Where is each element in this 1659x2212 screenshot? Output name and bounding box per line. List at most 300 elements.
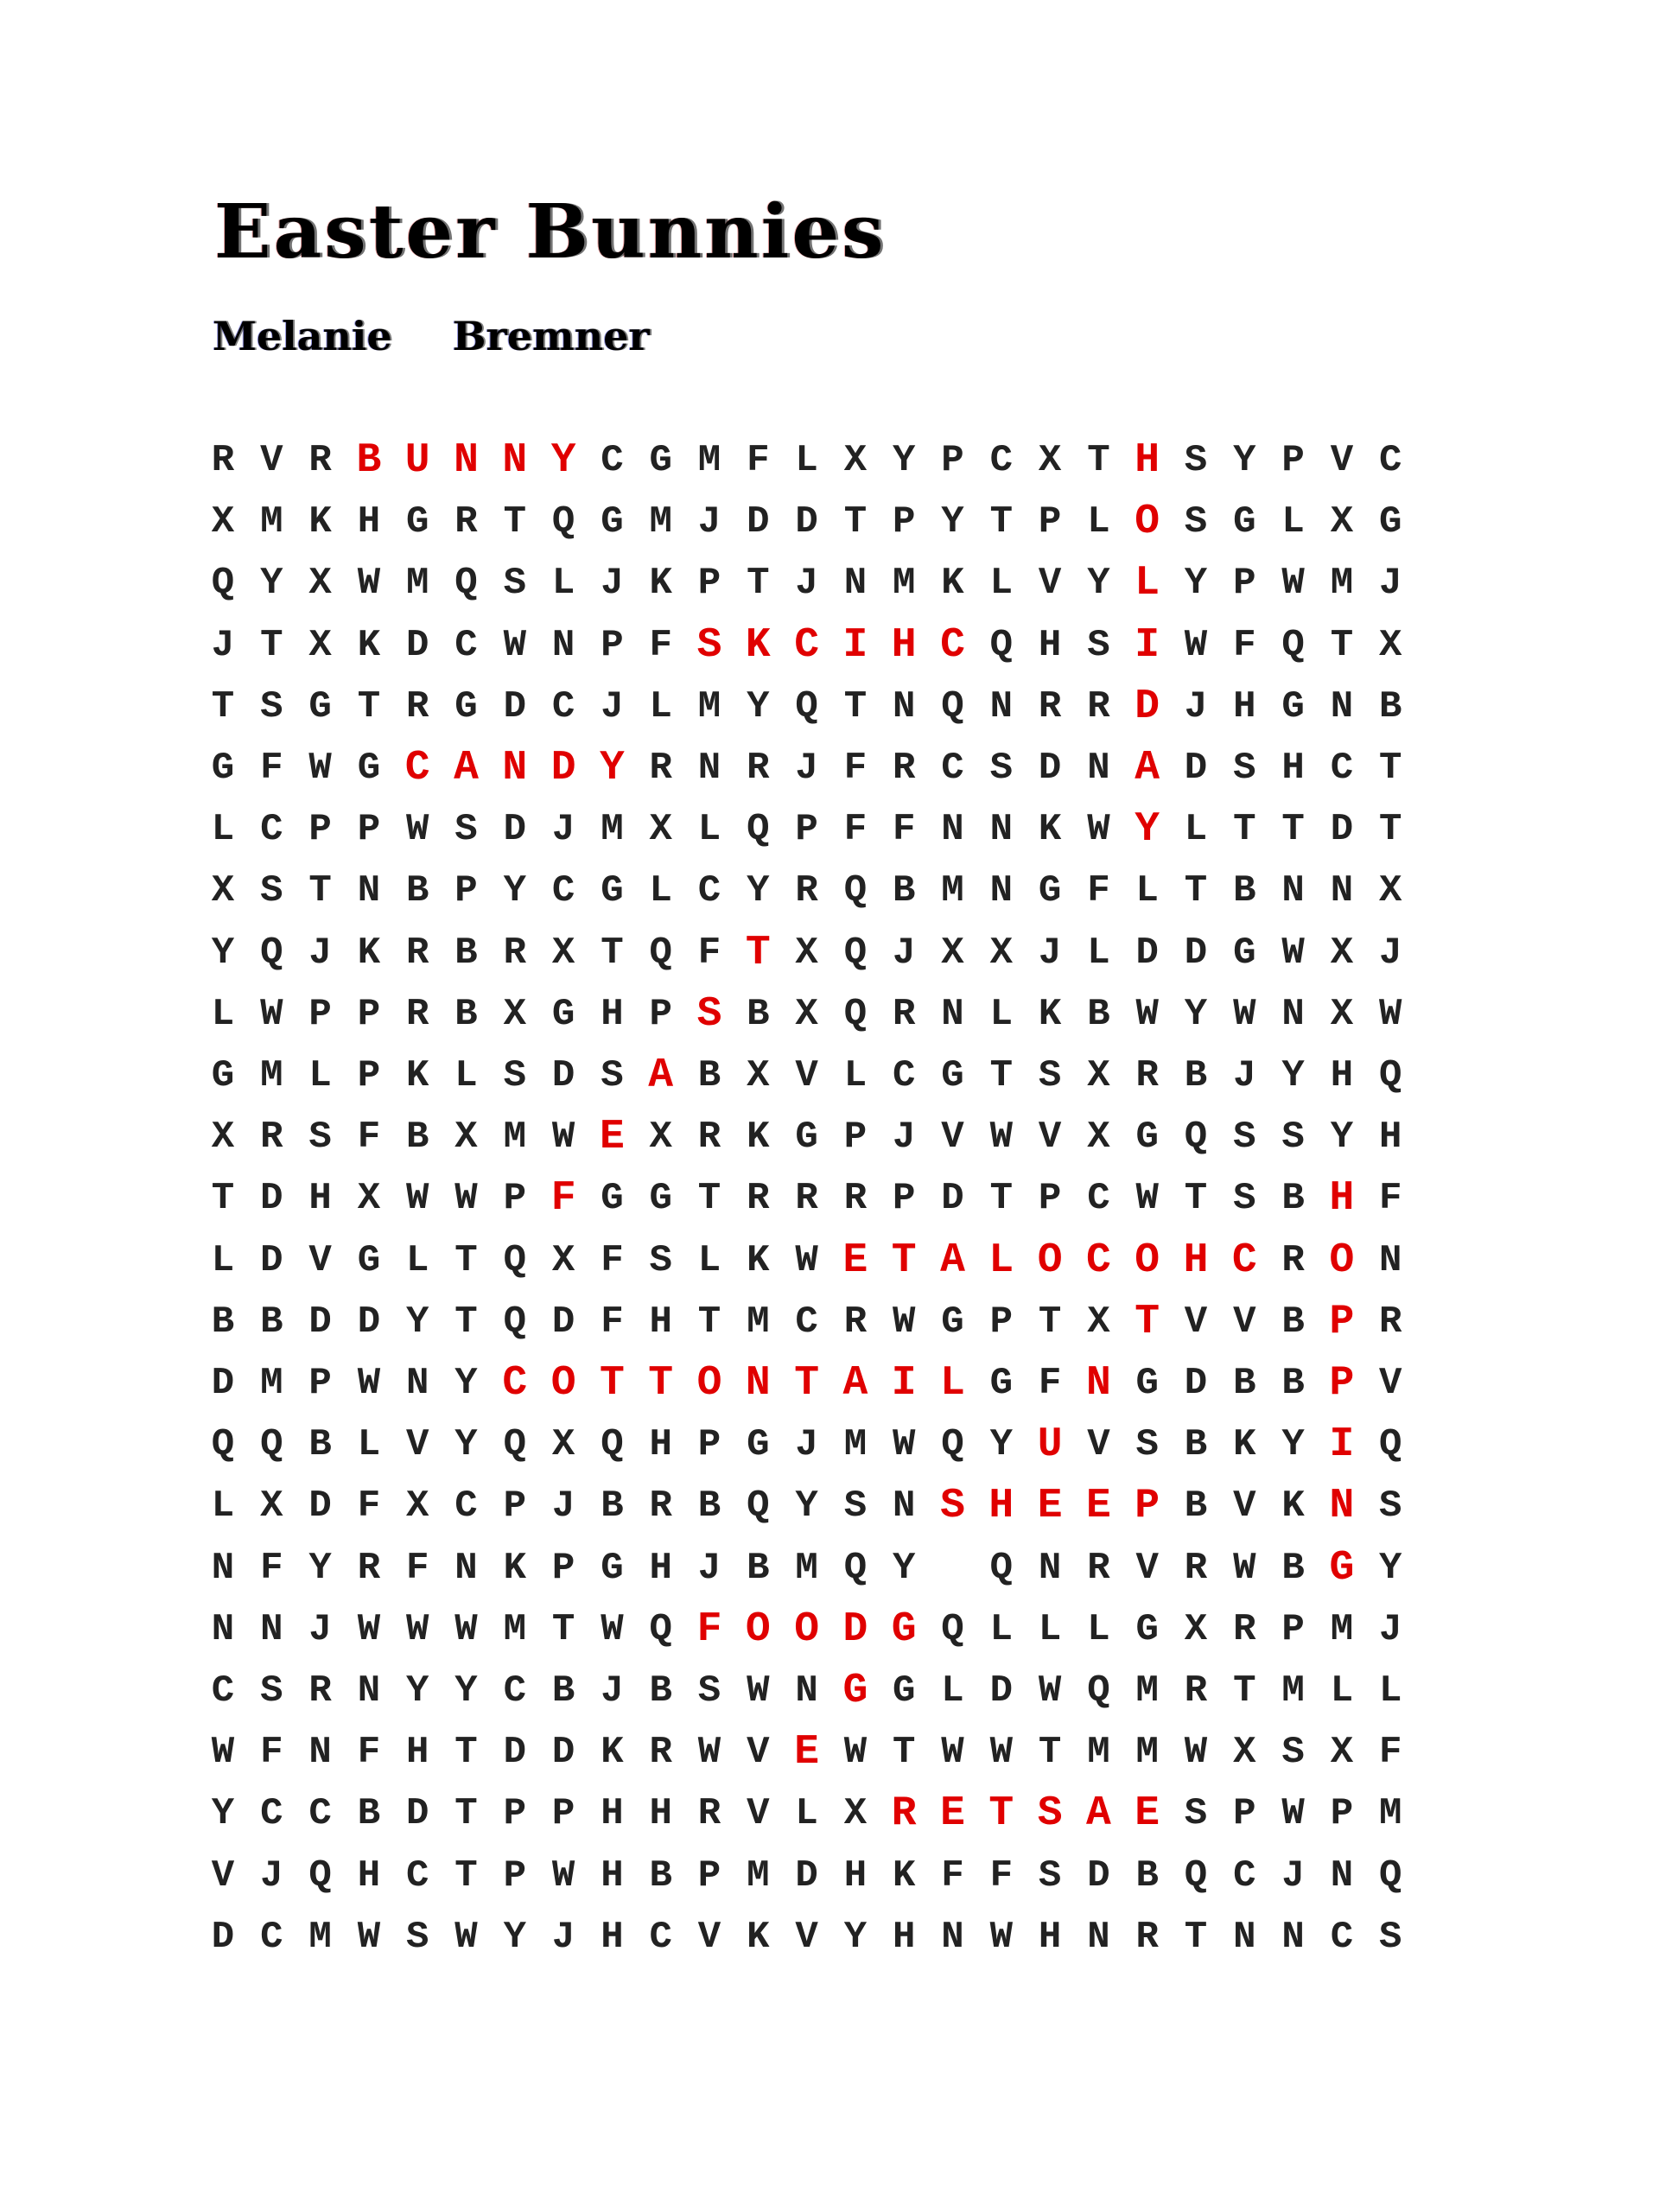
grid-letter[interactable]: Y	[211, 931, 235, 975]
grid-letter[interactable]: X	[649, 808, 672, 852]
grid-letter[interactable]: G	[357, 1238, 381, 1282]
grid-letter[interactable]: Q	[649, 931, 672, 975]
grid-letter[interactable]: N	[1087, 747, 1110, 790]
grid-letter[interactable]: P	[454, 869, 478, 913]
grid-letter[interactable]: L	[1135, 869, 1159, 913]
grid-letter[interactable]: Y	[1330, 1116, 1354, 1160]
grid-letter[interactable]: R	[454, 500, 478, 544]
grid-letter[interactable]: V	[795, 1054, 818, 1097]
grid-letter[interactable]: T	[454, 1853, 478, 1897]
grid-letter[interactable]: D	[551, 1731, 575, 1775]
grid-letter[interactable]: H	[308, 1177, 332, 1221]
grid-letter[interactable]: V	[1184, 1300, 1208, 1344]
grid-letter[interactable]: L	[211, 1484, 235, 1529]
grid-letter[interactable]: T	[892, 1731, 916, 1775]
grid-letter[interactable]: N	[357, 869, 381, 913]
grid-letter[interactable]: H	[601, 992, 624, 1036]
grid-letter[interactable]: R	[405, 684, 429, 728]
grid-letter[interactable]: Y	[1184, 562, 1208, 606]
grid-letter[interactable]: H	[843, 1853, 868, 1897]
grid-letter[interactable]: D	[747, 500, 770, 544]
grid-letter[interactable]: C	[1231, 1236, 1257, 1284]
grid-letter[interactable]: B	[405, 1116, 429, 1160]
grid-letter[interactable]: A	[648, 1052, 674, 1099]
grid-letter[interactable]: C	[1378, 439, 1402, 482]
grid-letter[interactable]: Y	[747, 869, 770, 913]
grid-letter[interactable]: C	[940, 621, 965, 669]
grid-letter[interactable]: W	[1135, 1177, 1159, 1221]
grid-letter[interactable]: N	[795, 1669, 818, 1713]
grid-letter[interactable]: X	[1087, 1054, 1110, 1097]
grid-letter[interactable]: D	[503, 684, 526, 728]
grid-letter[interactable]: N	[1330, 869, 1354, 913]
grid-letter[interactable]: R	[747, 1177, 770, 1221]
grid-letter[interactable]: M	[1087, 1731, 1110, 1775]
grid-letter[interactable]: Q	[211, 562, 235, 606]
grid-letter[interactable]: L	[649, 869, 672, 913]
grid-letter[interactable]: G	[989, 1362, 1013, 1405]
grid-letter[interactable]: R	[649, 747, 672, 790]
grid-letter[interactable]: W	[1281, 931, 1305, 975]
grid-letter[interactable]: N	[892, 1484, 916, 1529]
grid-letter[interactable]: D	[1184, 1362, 1208, 1405]
grid-letter[interactable]: R	[308, 1669, 332, 1713]
grid-letter[interactable]: G	[842, 1668, 868, 1714]
grid-letter[interactable]: T	[1184, 1915, 1208, 1959]
grid-letter[interactable]: P	[1281, 1607, 1305, 1651]
grid-letter[interactable]: K	[747, 1116, 770, 1160]
grid-letter[interactable]: F	[357, 1116, 381, 1160]
grid-letter[interactable]: W	[941, 1731, 964, 1775]
grid-letter[interactable]: X	[357, 1177, 381, 1221]
grid-letter[interactable]: D	[308, 1484, 332, 1529]
grid-letter[interactable]: M	[747, 1300, 770, 1344]
grid-letter[interactable]: M	[1135, 1669, 1159, 1713]
grid-letter[interactable]: E	[1085, 1483, 1111, 1530]
grid-letter[interactable]: Y	[843, 1915, 868, 1959]
grid-letter[interactable]: T	[891, 1236, 917, 1284]
grid-letter[interactable]: Q	[941, 1607, 964, 1651]
grid-letter[interactable]: L	[1087, 500, 1110, 544]
grid-letter[interactable]: X	[649, 1116, 672, 1160]
grid-letter[interactable]: J	[795, 1423, 818, 1467]
grid-letter[interactable]: H	[1281, 747, 1305, 790]
grid-letter[interactable]: C	[1085, 1236, 1111, 1284]
grid-letter[interactable]: B	[551, 1669, 575, 1713]
grid-letter[interactable]: W	[260, 992, 283, 1036]
grid-letter[interactable]: J	[795, 747, 818, 790]
grid-letter[interactable]: T	[1378, 808, 1402, 852]
grid-letter[interactable]: B	[454, 931, 478, 975]
grid-letter[interactable]: T	[260, 623, 283, 667]
grid-letter[interactable]: P	[1135, 1483, 1160, 1530]
grid-letter[interactable]: F	[696, 1605, 722, 1653]
grid-letter[interactable]: A	[842, 1360, 868, 1407]
grid-letter[interactable]: W	[551, 1116, 575, 1160]
grid-letter[interactable]: H	[649, 1546, 672, 1590]
grid-letter[interactable]: Y	[405, 1300, 429, 1344]
grid-letter[interactable]: C	[405, 1853, 429, 1897]
grid-letter[interactable]: T	[599, 1360, 625, 1407]
grid-letter[interactable]: Q	[1184, 1853, 1208, 1897]
grid-letter[interactable]: P	[1329, 1360, 1355, 1407]
grid-letter[interactable]: M	[649, 500, 672, 544]
grid-letter[interactable]: B	[1233, 1362, 1256, 1405]
grid-letter[interactable]: H	[1183, 1236, 1209, 1284]
grid-letter[interactable]: T	[1184, 869, 1208, 913]
grid-letter[interactable]: D	[1135, 683, 1160, 730]
grid-letter[interactable]: S	[696, 621, 722, 669]
grid-letter[interactable]: M	[1281, 1669, 1305, 1713]
grid-letter[interactable]: Q	[989, 623, 1013, 667]
grid-letter[interactable]: D	[1087, 1853, 1110, 1897]
grid-letter[interactable]: S	[697, 1669, 721, 1713]
grid-letter[interactable]: N	[1038, 1546, 1062, 1590]
grid-letter[interactable]: L	[989, 1607, 1013, 1651]
grid-letter[interactable]: K	[601, 1731, 624, 1775]
grid-letter[interactable]: C	[941, 747, 964, 790]
grid-letter[interactable]: D	[357, 1300, 381, 1344]
grid-letter[interactable]: B	[697, 1484, 721, 1529]
grid-letter[interactable]: L	[1330, 1669, 1354, 1713]
grid-letter[interactable]: F	[260, 1546, 283, 1590]
grid-letter[interactable]: V	[260, 439, 283, 482]
grid-letter[interactable]: N	[502, 437, 528, 484]
grid-letter[interactable]: V	[1135, 1546, 1159, 1590]
grid-letter[interactable]: N	[1330, 1853, 1354, 1897]
grid-letter[interactable]: R	[1087, 1546, 1110, 1590]
grid-letter[interactable]: G	[1233, 931, 1256, 975]
grid-letter[interactable]: N	[308, 1731, 332, 1775]
grid-letter[interactable]: Q	[601, 1423, 624, 1467]
grid-letter[interactable]: P	[697, 1423, 721, 1467]
grid-letter[interactable]: J	[551, 808, 575, 852]
grid-letter[interactable]: V	[1233, 1300, 1256, 1344]
grid-letter[interactable]: B	[356, 437, 382, 484]
grid-letter[interactable]: J	[1378, 1607, 1402, 1651]
grid-letter[interactable]: T	[454, 1731, 478, 1775]
grid-letter[interactable]: M	[260, 1054, 283, 1097]
grid-letter[interactable]: C	[601, 439, 624, 482]
grid-letter[interactable]: M	[1378, 1792, 1402, 1836]
grid-letter[interactable]: K	[892, 1853, 916, 1897]
grid-letter[interactable]: X	[1330, 992, 1354, 1036]
grid-letter[interactable]: L	[454, 1054, 478, 1097]
grid-letter[interactable]: X	[551, 1238, 575, 1282]
grid-letter[interactable]: Q	[649, 1607, 672, 1651]
grid-letter[interactable]: C	[697, 869, 721, 913]
grid-letter[interactable]: Q	[1378, 1054, 1402, 1097]
grid-letter[interactable]: A	[454, 745, 479, 791]
grid-letter[interactable]: E	[794, 1729, 819, 1777]
grid-letter[interactable]: C	[503, 1669, 526, 1713]
grid-letter[interactable]: W	[454, 1915, 478, 1959]
grid-letter[interactable]: C	[260, 808, 283, 852]
grid-letter[interactable]: F	[357, 1484, 381, 1529]
grid-letter[interactable]: T	[1135, 1298, 1160, 1345]
grid-letter[interactable]: H	[601, 1915, 624, 1959]
grid-letter[interactable]: F	[1378, 1177, 1402, 1221]
grid-letter[interactable]: L	[697, 1238, 721, 1282]
grid-letter[interactable]: M	[941, 869, 964, 913]
grid-letter[interactable]: A	[1085, 1790, 1111, 1838]
grid-letter[interactable]: J	[1233, 1054, 1256, 1097]
grid-letter[interactable]: J	[697, 500, 721, 544]
grid-letter[interactable]: R	[747, 747, 770, 790]
grid-letter[interactable]: P	[941, 439, 964, 482]
grid-letter[interactable]: B	[357, 1792, 381, 1836]
grid-letter[interactable]: L	[1087, 931, 1110, 975]
grid-letter[interactable]: P	[697, 1853, 721, 1897]
grid-letter[interactable]: G	[308, 684, 332, 728]
grid-letter[interactable]: N	[1281, 992, 1305, 1036]
grid-letter[interactable]: N	[1330, 684, 1354, 728]
grid-letter[interactable]: Y	[260, 562, 283, 606]
grid-letter[interactable]: M	[843, 1423, 868, 1467]
grid-letter[interactable]: J	[601, 1669, 624, 1713]
grid-letter[interactable]: S	[1233, 1177, 1256, 1221]
grid-letter[interactable]: N	[1085, 1360, 1111, 1407]
grid-letter[interactable]: F	[550, 1175, 576, 1223]
grid-letter[interactable]: G	[1135, 1362, 1159, 1405]
grid-letter[interactable]: C	[211, 1669, 235, 1713]
grid-letter[interactable]: Q	[454, 562, 478, 606]
grid-letter[interactable]: J	[1378, 562, 1402, 606]
grid-letter[interactable]: J	[551, 1484, 575, 1529]
grid-letter[interactable]: W	[1135, 992, 1159, 1036]
grid-letter[interactable]: P	[1233, 562, 1256, 606]
grid-letter[interactable]: D	[260, 1177, 283, 1221]
grid-letter[interactable]: P	[308, 992, 332, 1036]
grid-letter[interactable]: S	[1281, 1731, 1305, 1775]
grid-letter[interactable]: C	[454, 1484, 478, 1529]
grid-letter[interactable]: V	[1087, 1423, 1110, 1467]
grid-letter[interactable]: J	[1281, 1853, 1305, 1897]
grid-letter[interactable]: T	[211, 1177, 235, 1221]
grid-letter[interactable]: P	[892, 1177, 916, 1221]
grid-letter[interactable]: D	[405, 1792, 429, 1836]
grid-letter[interactable]: Q	[843, 869, 868, 913]
grid-letter[interactable]: N	[1378, 1238, 1402, 1282]
grid-letter[interactable]: U	[1037, 1421, 1063, 1469]
grid-letter[interactable]: G	[1038, 869, 1062, 913]
grid-letter[interactable]: B	[308, 1423, 332, 1467]
grid-letter[interactable]: M	[892, 562, 916, 606]
grid-letter[interactable]: Y	[1233, 439, 1256, 482]
grid-letter[interactable]: V	[1233, 1484, 1256, 1529]
grid-letter[interactable]: D	[503, 1731, 526, 1775]
grid-letter[interactable]: V	[1378, 1362, 1402, 1405]
grid-letter[interactable]: W	[405, 808, 429, 852]
grid-letter[interactable]: K	[941, 562, 964, 606]
grid-letter[interactable]: W	[1184, 623, 1208, 667]
grid-letter[interactable]: L	[1281, 500, 1305, 544]
grid-letter[interactable]: D	[989, 1669, 1013, 1713]
grid-letter[interactable]: J	[308, 1607, 332, 1651]
grid-letter[interactable]: P	[892, 500, 916, 544]
grid-letter[interactable]: E	[940, 1790, 965, 1838]
grid-letter[interactable]: O	[1135, 499, 1160, 546]
grid-letter[interactable]: S	[260, 1669, 283, 1713]
grid-letter[interactable]: W	[454, 1177, 478, 1221]
grid-letter[interactable]: V	[1038, 1116, 1062, 1160]
grid-letter[interactable]: F	[1087, 869, 1110, 913]
grid-letter[interactable]: O	[696, 1360, 722, 1407]
grid-letter[interactable]: W	[357, 562, 381, 606]
grid-letter[interactable]: T	[454, 1238, 478, 1282]
grid-letter[interactable]: F	[1233, 623, 1256, 667]
grid-letter[interactable]: S	[308, 1116, 332, 1160]
grid-letter[interactable]: N	[697, 747, 721, 790]
grid-letter[interactable]: B	[405, 869, 429, 913]
grid-letter[interactable]: S	[1087, 623, 1110, 667]
grid-letter[interactable]: B	[1281, 1177, 1305, 1221]
grid-letter[interactable]: J	[551, 1915, 575, 1959]
grid-letter[interactable]: R	[260, 1116, 283, 1160]
grid-letter[interactable]: T	[648, 1360, 674, 1407]
grid-letter[interactable]: Q	[747, 1484, 770, 1529]
grid-letter[interactable]: B	[1087, 992, 1110, 1036]
grid-letter[interactable]: D	[211, 1915, 235, 1959]
grid-letter[interactable]: K	[747, 1915, 770, 1959]
grid-letter[interactable]: K	[1233, 1423, 1256, 1467]
grid-letter[interactable]: W	[795, 1238, 818, 1282]
grid-letter[interactable]: A	[1135, 745, 1160, 791]
grid-letter[interactable]: C	[260, 1792, 283, 1836]
grid-letter[interactable]: H	[601, 1853, 624, 1897]
grid-letter[interactable]: D	[1135, 931, 1159, 975]
grid-letter[interactable]: X	[454, 1116, 478, 1160]
grid-letter[interactable]: Y	[892, 439, 916, 482]
grid-letter[interactable]: C	[551, 684, 575, 728]
grid-letter[interactable]: X	[551, 1423, 575, 1467]
grid-letter[interactable]: X	[747, 1054, 770, 1097]
grid-letter[interactable]: Q	[211, 1423, 235, 1467]
grid-letter[interactable]: B	[1281, 1300, 1305, 1344]
grid-letter[interactable]: N	[357, 1669, 381, 1713]
grid-letter[interactable]: P	[1281, 439, 1305, 482]
grid-letter[interactable]: V	[211, 1853, 235, 1897]
grid-letter[interactable]: M	[1330, 562, 1354, 606]
grid-letter[interactable]: H	[1038, 623, 1062, 667]
grid-letter[interactable]: G	[649, 439, 672, 482]
grid-letter[interactable]: Y	[308, 1546, 332, 1590]
grid-letter[interactable]: P	[308, 1362, 332, 1405]
grid-letter[interactable]: I	[891, 1360, 917, 1407]
grid-letter[interactable]: B	[1135, 1853, 1159, 1897]
grid-letter[interactable]: O	[794, 1605, 819, 1653]
grid-letter[interactable]: N	[1281, 869, 1305, 913]
grid-letter[interactable]: D	[211, 1362, 235, 1405]
grid-letter[interactable]: R	[1184, 1669, 1208, 1713]
grid-letter[interactable]: Q	[260, 1423, 283, 1467]
grid-letter[interactable]: T	[551, 1607, 575, 1651]
grid-letter[interactable]: J	[697, 1546, 721, 1590]
grid-letter[interactable]: L	[405, 1238, 429, 1282]
grid-letter[interactable]: R	[357, 1546, 381, 1590]
grid-letter[interactable]: G	[891, 1605, 917, 1653]
grid-letter[interactable]: L	[357, 1423, 381, 1467]
grid-letter[interactable]: E	[842, 1236, 868, 1284]
grid-letter[interactable]: J	[260, 1853, 283, 1897]
grid-letter[interactable]: Y	[599, 745, 625, 791]
grid-letter[interactable]: T	[794, 1360, 819, 1407]
grid-letter[interactable]: P	[308, 808, 332, 852]
grid-letter[interactable]: C	[1330, 1915, 1354, 1959]
grid-letter[interactable]: T	[211, 684, 235, 728]
grid-letter[interactable]: H	[357, 500, 381, 544]
grid-letter[interactable]: J	[601, 684, 624, 728]
grid-letter[interactable]: T	[601, 931, 624, 975]
grid-letter[interactable]: C	[649, 1915, 672, 1959]
grid-letter[interactable]: L	[551, 562, 575, 606]
grid-letter[interactable]: L	[211, 808, 235, 852]
grid-letter[interactable]: T	[357, 684, 381, 728]
grid-letter[interactable]: T	[308, 869, 332, 913]
grid-letter[interactable]: Y	[405, 1669, 429, 1713]
grid-letter[interactable]: Q	[989, 1546, 1013, 1590]
grid-letter[interactable]: V	[747, 1731, 770, 1775]
grid-letter[interactable]: H	[891, 621, 917, 669]
grid-letter[interactable]: T	[843, 684, 868, 728]
grid-letter[interactable]: H	[1135, 437, 1160, 484]
grid-letter[interactable]: W	[1378, 992, 1402, 1036]
grid-letter[interactable]: T	[1378, 747, 1402, 790]
grid-letter[interactable]: X	[1378, 869, 1402, 913]
grid-letter[interactable]: M	[747, 1853, 770, 1897]
grid-letter[interactable]: D	[941, 1177, 964, 1221]
grid-letter[interactable]: Q	[747, 808, 770, 852]
grid-letter[interactable]: B	[1184, 1484, 1208, 1529]
grid-letter[interactable]: B	[211, 1300, 235, 1344]
grid-letter[interactable]: G	[405, 500, 429, 544]
grid-letter[interactable]: S	[989, 747, 1013, 790]
grid-letter[interactable]: N	[405, 1362, 429, 1405]
grid-letter[interactable]: S	[1281, 1116, 1305, 1160]
grid-letter[interactable]: J	[1038, 931, 1062, 975]
grid-letter[interactable]: T	[1233, 808, 1256, 852]
grid-letter[interactable]: T	[1038, 1300, 1062, 1344]
grid-letter[interactable]: Q	[260, 931, 283, 975]
grid-letter[interactable]: X	[795, 992, 818, 1036]
grid-letter[interactable]: M	[260, 1362, 283, 1405]
grid-letter[interactable]: Y	[892, 1546, 916, 1590]
grid-letter[interactable]: R	[1281, 1238, 1305, 1282]
grid-letter[interactable]: P	[795, 808, 818, 852]
grid-letter[interactable]: R	[697, 1792, 721, 1836]
grid-letter[interactable]: G	[1329, 1544, 1355, 1592]
grid-letter[interactable]: P	[1038, 1177, 1062, 1221]
grid-letter[interactable]: I	[1329, 1421, 1355, 1469]
grid-letter[interactable]: L	[988, 1236, 1014, 1284]
grid-letter[interactable]: R	[1135, 1054, 1159, 1097]
grid-letter[interactable]: L	[940, 1360, 965, 1407]
grid-letter[interactable]: L	[843, 1054, 868, 1097]
grid-letter[interactable]: X	[1378, 623, 1402, 667]
grid-letter[interactable]: C	[989, 439, 1013, 482]
grid-letter[interactable]: Y	[989, 1423, 1013, 1467]
grid-letter[interactable]: R	[843, 1300, 868, 1344]
grid-letter[interactable]: D	[405, 623, 429, 667]
grid-letter[interactable]: I	[842, 621, 868, 669]
grid-letter[interactable]: X	[1038, 439, 1062, 482]
grid-letter[interactable]: T	[1038, 1731, 1062, 1775]
grid-letter[interactable]: B	[1378, 684, 1402, 728]
grid-letter[interactable]: F	[1038, 1362, 1062, 1405]
grid-letter[interactable]: C	[551, 869, 575, 913]
grid-letter[interactable]: U	[404, 437, 430, 484]
grid-letter[interactable]: W	[1281, 1792, 1305, 1836]
